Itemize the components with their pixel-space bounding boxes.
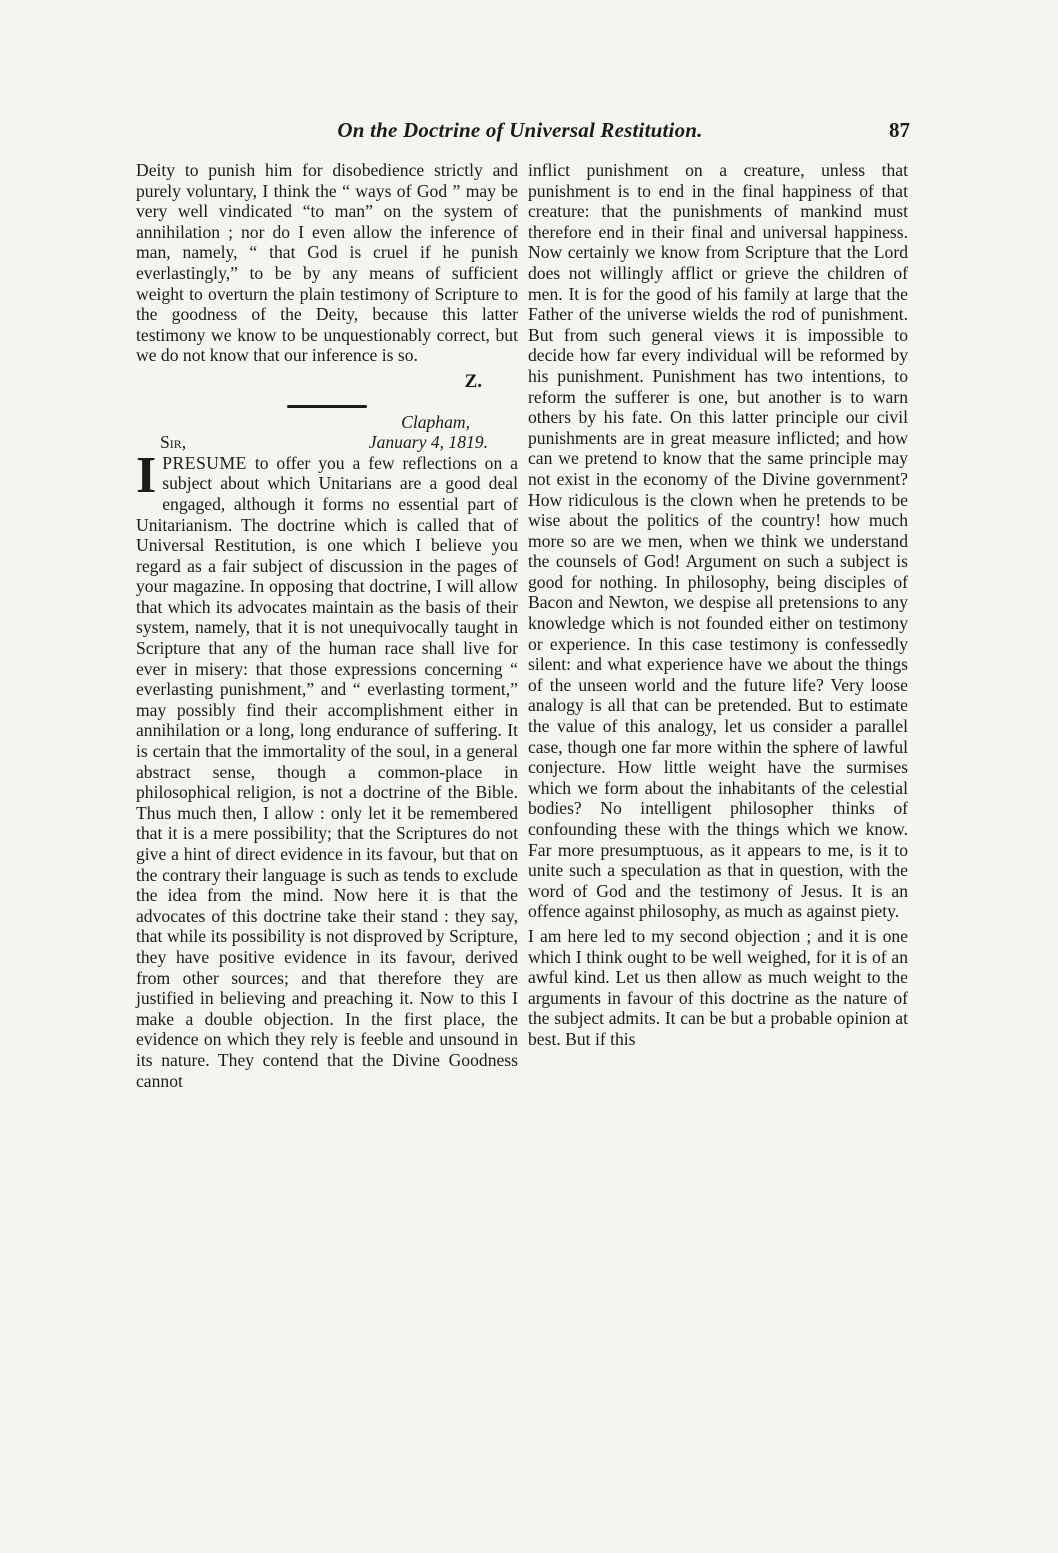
- letter-paragraph: [136, 446, 518, 1091]
- left-column: [136, 160, 518, 1091]
- running-title: On the Doctrine of Universal Restitution.: [337, 118, 703, 142]
- letter-body: to offer you a few reflections on a subject about which Unitarians are a good deal engaged, although it forms no essential part of Unitarianism. The doctrine which is called that of Universal Restitution, is one which I believe you regard as a fair subject of discussion in the pages of your magazine. In opposing that doctrine, I will allow that which its advocates maintain as the basis of their system, namely, that it is not unequivocally taught in Scripture that any of the human race shall live for ever in misery: that those expressions concerning “ everlasting punishment,” and “ everlasting torment,” may possibly find their accomplishment either in annihilation or a long, long endurance of suffering. It is certain that the immortality of the soul, in a general abstract sense, though a common-place in philosophical religion, is not a doctrine of the Bible. Thus much then, I allow : only let it be remembered that it is a mere possibility; that the Scriptures do not give a hint of direct evidence in its favour, but that on the contrary their language is such as tends to exclude the idea from the mind. Now here it is that the advocates of this doctrine take their stand : they say, that while its possibility is not disproved by Scripture, they have positive evidence in its favour, derived from other sources; and that therefore they are justified in believing and preaching it. Now to this I make a double objection. In the first place, the evidence on which they rely is feeble and unsound in its nature. They contend that the Divine Goodness cannot: [136, 452, 518, 1091]
- opening-paragraph: Deity to punish him for disobedience strictly and purely voluntary, I think the “ ways of God ” may be very well vindicated “to man” on the system of annihilation ; nor do I even allow the inference of man, namely, “ that God is cruel if he punish everlastingly,” to be by any means of sufficient weight to overturn the plain testimony of Scripture to the goodness of the Deity, because this latter testimony we know to be unquestionably correct, but we do not know that our inference is so.: [136, 160, 518, 366]
- letter-lead-word: PRESUME: [162, 452, 247, 473]
- page-number: 87: [889, 118, 910, 142]
- letter-salutation: Sir,: [160, 432, 187, 453]
- right-paragraph-one: inflict punishment on a creature, unless that punishment is to end in the final happiness of that creature: that the punishments of mankind must therefore end in their final and universal happiness. Now certainly we know from Scripture that the Lord does not willingly afflict or grieve the children of men. It is for the good of his family at large that the Father of the universe wields the rod of punishment. But from such general views it is impossible to decide how far every individual will be reformed by his punishment. Punishment has two intentions, to reform the sufferer is one, but another is to warn others by his fate. On this latter principle our civil punishments are in great measure inflicted; and how can we pretend to know that the same principle may not exist in the economy of the Divine government? How ridiculous is the clown when he pretends to be wise about the politics of the country! how much more so are we men, when we think we understand the counsels of God! Argument on such a subject is good for nothing. In philosophy, being disciples of Bacon and Newton, we despise all pretensions to any knowledge which is not founded either on testimony or experience. In this case testimony is confessedly silent: and what experience have we about the things of the unseen world and the future life? Very loose analogy is all that can be pretended. But to estimate the value of this analogy, let us consider a parallel case, though one far more within the sphere of lawful conjecture. How little weight have the surmises which we form about the inhabitants of the celestial bodies? No intelligent philosopher thinks of confounding these with the things which we know. Far more presumptuous, as it appears to me, is it to unite such a speculation as that in question, with the word of God and the testimony of Jesus. It is an offence against philosophy, as much as against piety.: [528, 160, 908, 922]
- letter-date: January 4, 1819.: [368, 432, 488, 453]
- letter-dateline: [136, 432, 518, 453]
- letter-place: Clapham,: [401, 411, 470, 432]
- page-header: [130, 118, 910, 158]
- right-column: [528, 160, 908, 1050]
- section-divider: [287, 405, 367, 408]
- drop-cap: I: [136, 446, 157, 504]
- right-paragraph-two: I am here led to my second objection ; and it is one which I think ought to be well weighed, for it is of an awful kind. Let us then allow as much weight to the arguments in favour of this doctrine as the nature of the subject admits. It can be but a probable opinion at best. But if this: [528, 925, 908, 1049]
- signature: Z.: [464, 370, 482, 392]
